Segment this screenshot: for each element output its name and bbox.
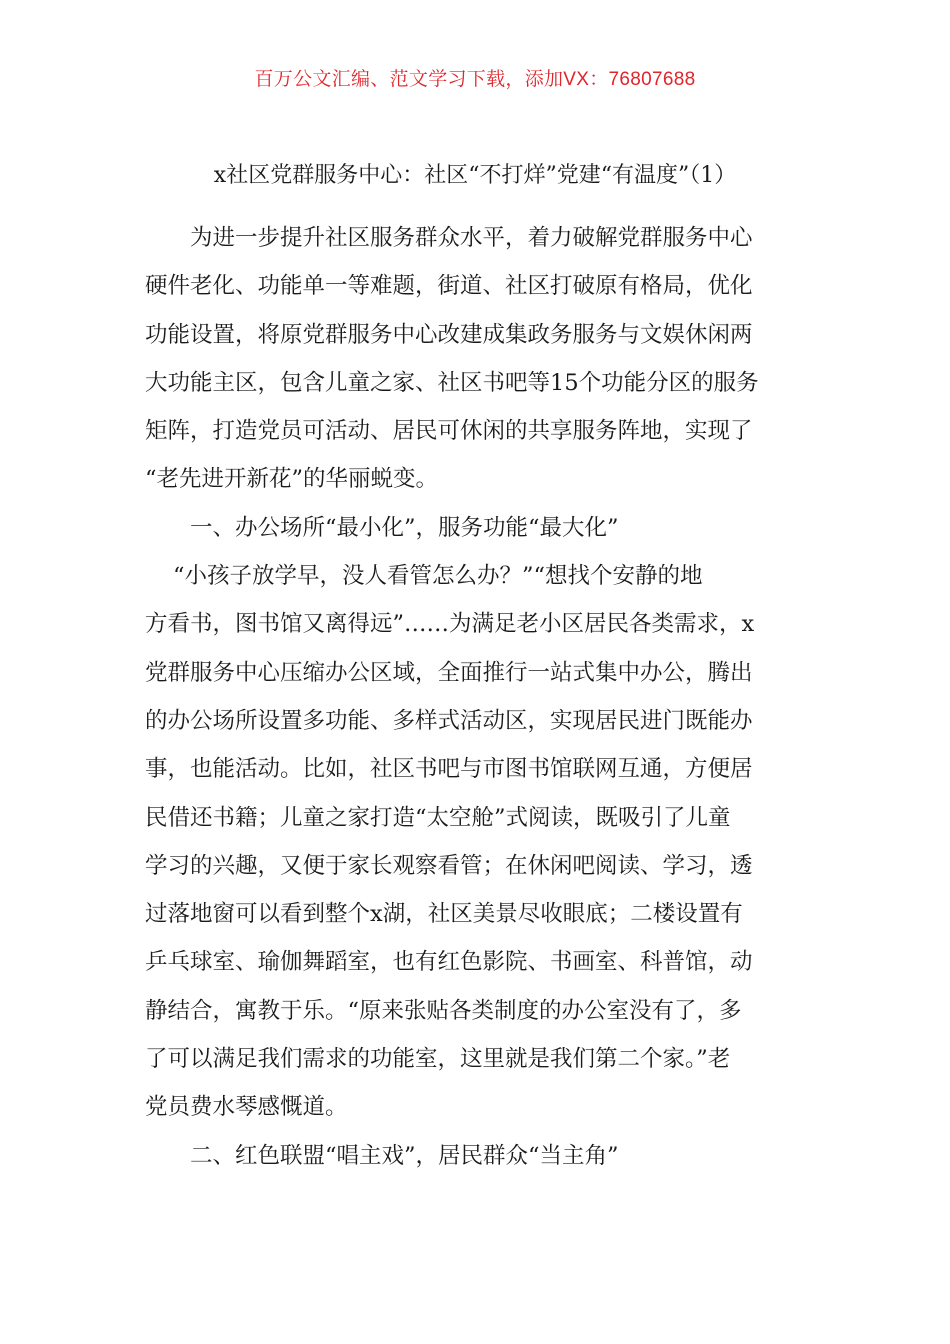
paragraph-line: 学习的兴趣，又便于家长观察看管；在休闲吧阅读、学习，透 <box>145 852 753 879</box>
paragraph-line: 硬件老化、功能单一等难题，街道、社区打破原有格局，优化 <box>145 273 753 300</box>
section-heading-1: 一、办公场所“最小化”，服务功能“最大化” <box>190 514 619 541</box>
paragraph-line: 大功能主区，包含儿童之家、社区书吧等15个功能分区的服务 <box>145 369 759 396</box>
paragraph-line: 过落地窗可以看到整个x湖，社区美景尽收眼底；二楼设置有 <box>145 901 743 928</box>
document-body <box>145 214 805 1180</box>
paragraph-line: “小孩子放学早，没人看管怎么办？”“想找个安静的地 <box>173 563 703 590</box>
paragraph-line: 为进一步提升社区服务群众水平，着力破解党群服务中心 <box>190 225 753 251</box>
document-title: x社区党群服务中心：社区“不打烊”党建“有温度”（1） <box>213 163 737 188</box>
paragraph-line: 矩阵，打造党员可活动、居民可休闲的共享服务阵地，实现了 <box>145 418 753 445</box>
section-heading-2: 二、红色联盟“唱主戏”，居民群众“当主角” <box>190 1142 619 1169</box>
paragraph-line: 事，也能活动。比如，社区书吧与市图书馆联网互通，方便居 <box>145 756 753 783</box>
paragraph-line: 功能设置，将原党群服务中心改建成集政务服务与文娱休闲两 <box>145 321 753 348</box>
paragraph-line: 静结合，寓教于乐。“原来张贴各类制度的办公室没有了，多 <box>145 997 742 1024</box>
promo-header: 百万公文汇编、范文学习下载，添加VX：76807688 <box>254 69 696 90</box>
paragraph-line: “老先进开新花”的华丽蜕变。 <box>145 466 439 493</box>
paragraph-line: 党员费水琴感慨道。 <box>145 1094 348 1121</box>
paragraph-line: 了可以满足我们需求的功能室，这里就是我们第二个家。”老 <box>145 1046 731 1073</box>
paragraph-line: 党群服务中心压缩办公区域，全面推行一站式集中办公，腾出 <box>145 659 753 686</box>
paragraph-line: 的办公场所设置多功能、多样式活动区，实现居民进门既能办 <box>145 707 753 734</box>
paragraph-line: 乒乓球室、瑜伽舞蹈室，也有红色影院、书画室、科普馆，动 <box>145 949 753 976</box>
paragraph-line: 方看书，图书馆又离得远”……为满足老小区居民各类需求，x <box>145 611 755 638</box>
paragraph-line: 民借还书籍；儿童之家打造“太空舱”式阅读，既吸引了儿童 <box>145 804 731 831</box>
